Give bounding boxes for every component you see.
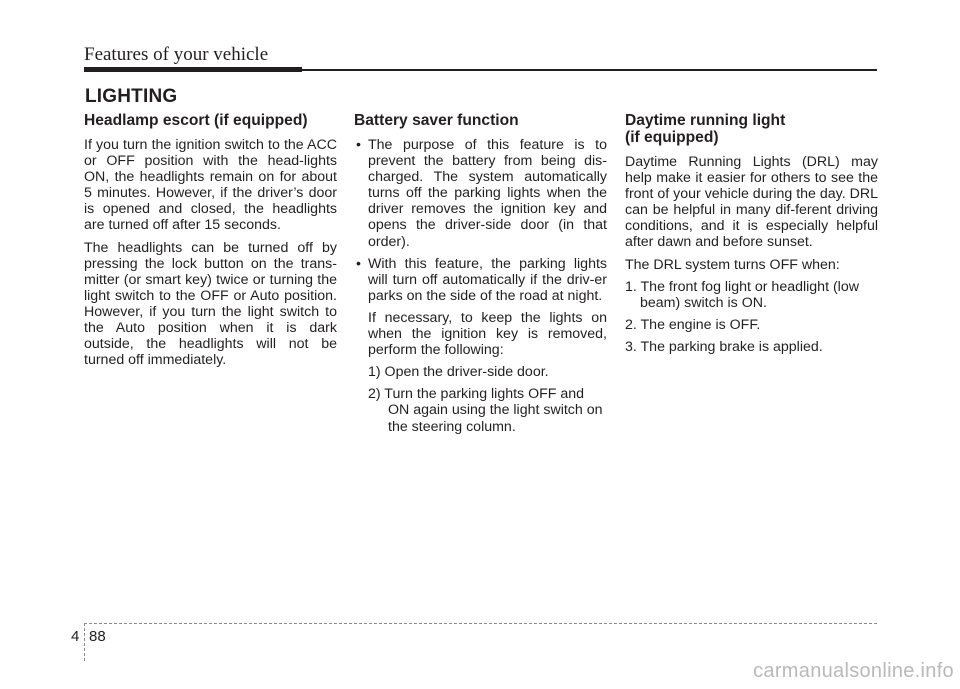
header-rule-thin [302, 69, 877, 71]
column-battery-saver [354, 112, 607, 441]
battery-saver-step-1: 1) Open the driver-side door. [368, 364, 549, 381]
section-title: LIGHTING [85, 86, 178, 107]
battery-saver-bullet-list [354, 137, 607, 304]
drl-item-1: 1. The front fog light or headlight (low beam) switch is ON. [625, 278, 859, 311]
column-daytime-running-light [625, 112, 878, 361]
column-headlamp-escort [84, 112, 337, 374]
page-number: 88 [89, 628, 106, 645]
drl-heading-line-1: Daytime running light [625, 112, 786, 129]
drl-paragraph-2: The DRL system turns OFF when: [625, 256, 840, 273]
battery-saver-bullet-1 [354, 137, 607, 250]
bullet-2-text: With this feature, the parking lights will turn off automatically if the driv-er parks on the side of the road at night. [368, 255, 607, 304]
bullet-1-text: The purpose of this feature is to prevent the battery from being dis-charged. The system automatically turns off the parking lights when the driver removes the ignition key and opens the driver-side door (in that order). [368, 137, 607, 250]
drl-item-2: 2. The engine is OFF. [625, 316, 761, 333]
battery-saver-sub-block [354, 310, 607, 358]
battery-saver-sub-paragraph: If necessary, to keep the lights on when the ignition key is removed, perform the following: [368, 309, 607, 359]
footer-dashed-divider [84, 623, 85, 661]
footer-dashed-rule [84, 623, 877, 624]
page-chapter-number: 4 [71, 628, 80, 645]
drl-heading-line-2: (if equipped) [625, 129, 719, 146]
header-rule-thick [84, 67, 302, 72]
drl-item-3: 3. The parking brake is applied. [625, 338, 823, 355]
headlamp-escort-paragraph-1: If you turn the ignition switch to the ACC or OFF position with the head-lights ON, the headlights remain on for about 5 minutes. However, if the driver’s door is opened and closed, the headlights are turned off after 15 seconds. [84, 137, 337, 234]
drl-heading [625, 112, 878, 146]
headlamp-escort-heading: Headlamp escort (if equipped) [84, 112, 308, 129]
battery-saver-step-2: 2) Turn the parking lights OFF and ON again using the light switch on the steering column. [368, 386, 603, 435]
drl-paragraph-1: Daytime Running Lights (DRL) may help make it easier for others to see the front of your vehicle during the day. DRL can be helpful in many dif-ferent driving conditions, and it is especially helpful after dawn and before sunset. [625, 154, 878, 251]
battery-saver-bullet-2 [354, 256, 607, 304]
headlamp-escort-paragraph-2: The headlights can be turned off by pressing the lock button on the trans-mitter (or smart key) twice or turning the light switch to the OFF or Auto position. However, if you turn the light switch to the Auto position when it is dark outside, the headlights will not be turned off immediately. [84, 239, 337, 369]
watermark: carmanualsonline.info [753, 660, 954, 682]
battery-saver-heading: Battery saver function [354, 112, 519, 129]
page-header-title: Features of your vehicle [84, 44, 269, 65]
